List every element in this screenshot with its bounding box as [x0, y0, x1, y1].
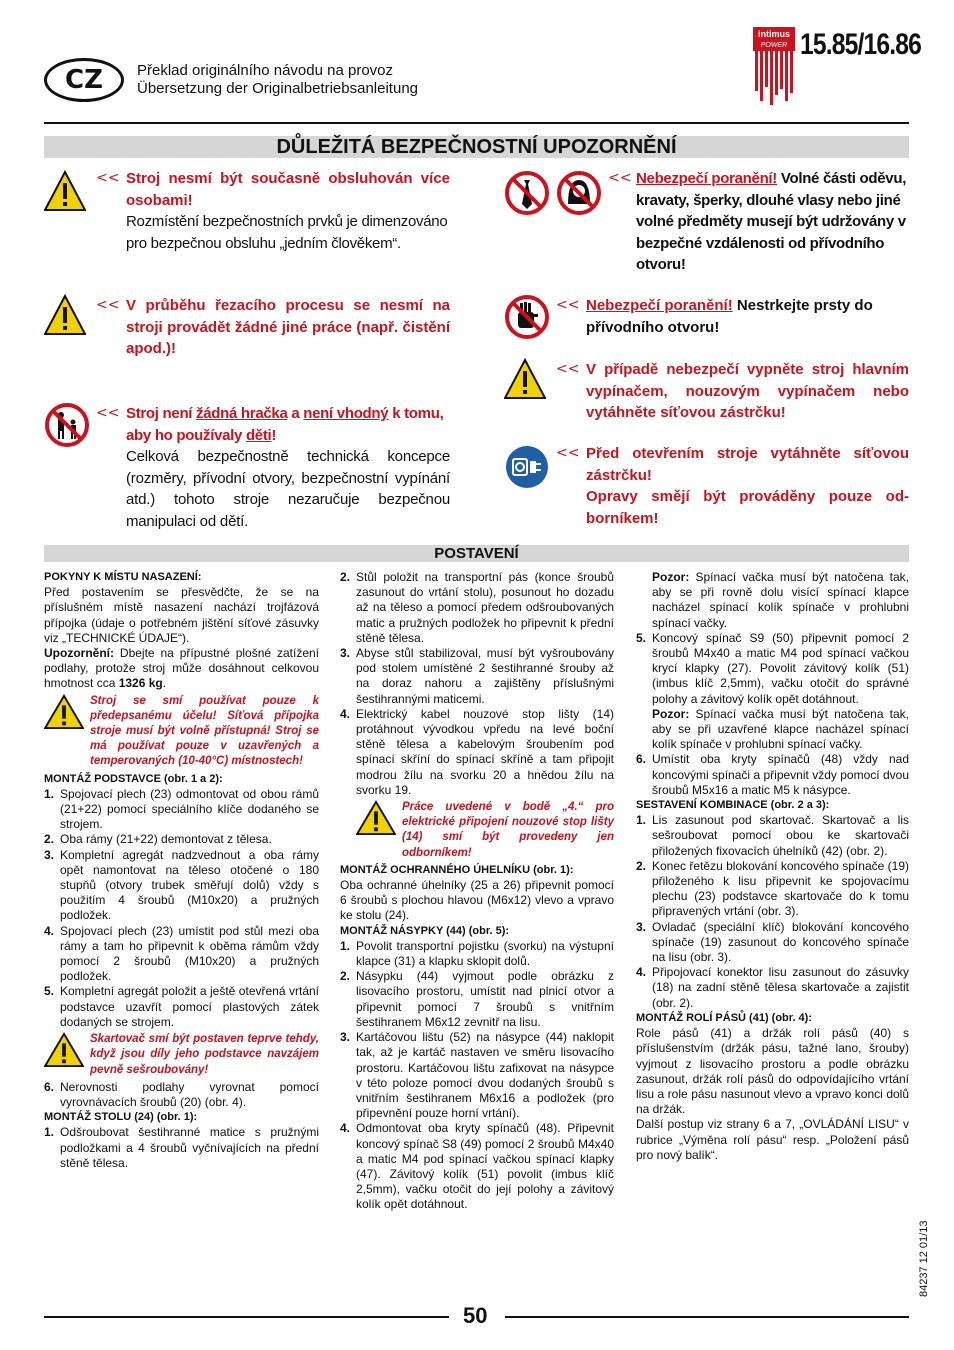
- inline-warning: [356, 800, 614, 861]
- item-number: 2.: [340, 570, 351, 584]
- warning-3-part: k tomu, aby ho používaly: [126, 405, 444, 444]
- list-item: [340, 939, 614, 969]
- paragraph: Další postup viz strany 6 a 7, „OVLÁDÁNÍ LISU“ v rubrice „Výměna rolí pásu“ resp. „Položení pásů pro nový balík“.: [636, 1117, 909, 1162]
- list-item: [340, 1030, 614, 1121]
- chevron-marker: <<: [96, 170, 120, 186]
- warning-r4-red: Před otevřením stroje vytáhněte síťovou zástrčku!: [586, 445, 909, 484]
- item-number: 6.: [44, 1079, 55, 1094]
- item-text: Elektrický kabel nouzové stop lišty (14) protáhnout vývodkou vpředu na levé boční stěně tělesa a kabelovým šroubením pod spínací skříní do spínací skříně a tam připojit modrou žílu na svorku 20 a hnědou žílu na svorku 19.: [356, 706, 614, 797]
- warning-3-part: žádná hračka: [196, 405, 288, 422]
- item-number: 4.: [636, 965, 647, 980]
- warning-1-text: Rozmístění bezpečnostních prvků je dimenzováno pro bezpečnou obsluhu „jedním člověkem“.: [126, 213, 448, 252]
- model-number: 15.85/16.86: [800, 28, 921, 61]
- warning-r2: [586, 295, 909, 338]
- paragraph: Před postavením se přesvědčte, že se na příslušném místě nasazení nachází trojfázová přípojka (údaje o potřebném jištění síťové zásuvky viz „TECHNICKÉ ÚDAJE“).: [44, 585, 319, 645]
- chevron-marker: <<: [96, 405, 120, 421]
- no-long-hair-icon: [556, 170, 602, 221]
- item-text: Kompletní agregát nadzvednout a oba rámy opět namontovat na těleso otočené o 180 stupňů (otvory trubek směřují dolů) vždy s použitím 4 šroubů (M10x20) a pružných podložek.: [60, 847, 319, 923]
- inline-warning-text: Práce uvedené v bodě „4.“ pro elektrické připojení nouzové stop lišty (14) smí být provedeny jen odborníkem!: [402, 801, 614, 859]
- warning-triangle-icon: [44, 694, 84, 730]
- warning-r1-black: Volné části oděvu, kravaty, šperky, dlouhé vlasy nebo jiné volné předměty musejí být udržovány v bezpečné vzdálenosti od přívodního otvoru!: [636, 170, 907, 273]
- warning-r2-red: Nebezpečí poranění!: [586, 297, 733, 314]
- no-fingers-icon: [504, 294, 550, 345]
- warning-r4: [586, 443, 909, 529]
- safety-title: DŮLEŽITÁ BEZPEČNOSTNÍ UPOZORNĚNÍ: [44, 136, 909, 158]
- list-item: [636, 920, 909, 966]
- warning-3-part: není vhodný: [303, 405, 389, 422]
- item-number: 3.: [340, 646, 351, 661]
- inline-warning-text: Skartovač smí být postaven teprve tehdy, když jsou díly jeho podstavce navzájem pevně sešroubovány!: [90, 1033, 319, 1076]
- chevron-marker: <<: [96, 297, 120, 313]
- warning-r1: [636, 168, 909, 276]
- document-subtitle: [137, 62, 418, 98]
- item-text: Povolit transportní pojistku (svorku) na výstupní klapce (31) a klapku sklopit dolů.: [356, 938, 614, 969]
- pozor-label: Pozor:: [652, 570, 690, 584]
- heading: MONTÁŽ NÁSYPKY (44) (obr. 5):: [340, 924, 510, 937]
- warning-triangle-icon: [356, 800, 396, 836]
- item-text: Lis zasunout pod skartovač. Skartovač a lis sešroubovat pomocí obou ke skartovači přiložených fixovacích úhelníků (42) (obr. 2).: [652, 813, 909, 858]
- item-text: Nerovnosti podlahy vyrovnat pomocí vyrovnávacích šroubů (20) (obr. 4).: [60, 1079, 319, 1109]
- pozor-label: Pozor:: [652, 706, 690, 721]
- list-item: [340, 969, 614, 1030]
- item-number: 4.: [340, 1121, 351, 1136]
- item-text: Spojovací plech (23) umístit pod stůl mezi oba rámy a tam ho připevnit k oběma rámům vždy pomocí 2 šroubů (M10x20) a pružných podložek.: [60, 923, 319, 984]
- warning-3-part: a: [287, 405, 304, 422]
- list-item: [44, 924, 319, 985]
- list-item: [636, 813, 909, 859]
- language-badge: CZ: [44, 58, 124, 102]
- heading: SESTAVENÍ KOMBINACE (obr. 2 a 3):: [636, 799, 830, 812]
- paragraph: Oba ochranné úhelníky (25 a 26) připevnit pomocí 6 šroubů s plochou hlavou (M6x12) vlevo a vpravo ke stolu (24).: [340, 878, 614, 923]
- column-2: [340, 570, 614, 1213]
- warning-r2-black: Nestrkejte prsty do přívodního otvoru!: [586, 297, 873, 336]
- warning-2-red: V průběhu řezacího procesu se nesmí na stroji provádět žádné jiné práce (např. čistění apod.)!: [126, 297, 450, 357]
- item-text: Stůl položit na transportní pás (konce šroubů zasunout do vrtání stolu), posunout ho dozadu až na těleso a pomocí předem odšroubovaných matic a pružných podložek ho připevnit k přední stěně tělesa.: [356, 570, 614, 645]
- warning-3: [126, 403, 450, 532]
- item-number: 2.: [636, 858, 647, 873]
- item-number: 1.: [636, 813, 647, 828]
- item-number: 2.: [44, 832, 55, 847]
- item-text: Oba rámy (21+22) demontovat z tělesa.: [60, 832, 272, 847]
- inline-warning-text: Stroj se smí používat pouze k předepsanému účelu! Síťová přípojka stroje musí být volně přístupná! Stroj se má používat pouze v uzavřených a temperovaných (10-40°C) místnostech!: [90, 694, 319, 768]
- list-item: [636, 752, 909, 798]
- list-item: [636, 631, 909, 707]
- item-number: 1.: [340, 938, 351, 953]
- item-number: 4.: [44, 923, 55, 938]
- item-number: 6.: [636, 752, 647, 767]
- heading: MONTÁŽ PODSTAVCE (obr. 1 a 2):: [44, 772, 223, 785]
- heading: MONTÁŽ ROLÍ PÁSŮ (41) (obr. 4):: [636, 1011, 812, 1024]
- note-end: .: [162, 676, 167, 691]
- warning-triangle-icon: [44, 1032, 84, 1068]
- item-number: 3.: [636, 919, 647, 934]
- item-text: Násypku (44) vyjmout podle obrázku z lisovacího prostoru, umístit nad plnicí otvor a připevnit pomocí 7 šroubů s vnitřním šestihranem M6x12 zevnitř na lisu.: [356, 969, 614, 1029]
- heading: POKYNY K MÍSTU NASAZENÍ:: [44, 571, 202, 583]
- item-text: Odšroubovat šestihranné matice s pružnými podložkami a 4 šroubů vyčnívajících na přední stěně tělesa.: [60, 1125, 319, 1170]
- item-text: Kompletní agregát položit a ještě otevřená vrtání podstavce uzavřít pomocí plastových zátek dodaných se strojem.: [60, 984, 319, 1029]
- pozor-text: Spínací vačka musí být natočena tak, aby se při rovně dolu visící spínací klapce nacházel spínací kolík spínače v prohlubni spínací vačky.: [652, 570, 909, 630]
- warning-1-red: Stroj nesmí být současně obsluhován více osobami!: [126, 170, 450, 209]
- weight-value: 1326 kg: [118, 676, 163, 691]
- paragraph: [44, 646, 319, 692]
- note-label: Upozornění:: [44, 646, 114, 661]
- no-tie-icon: [504, 170, 550, 221]
- warning-r2-text: [586, 295, 909, 338]
- item-text: Konec řetězu blokování koncového spínače (19) přiloženého k lisu připevnit ke spojovacímu plechu (23) podstavce skartovače do k tomu připravených vrtání (obr. 3).: [652, 858, 909, 919]
- item-text: Připojovací konektor lisu zasunout do zásuvky (18) na zadní stěně tělesa skartovače a zajistit (obr. 2).: [652, 965, 909, 1010]
- svg-text:POWER: POWER: [760, 42, 788, 49]
- item-number: 3.: [340, 1030, 351, 1045]
- item-text: Abyse stůl stabilizoval, musí být vyšroubovány pod stolem umístěné 2 šestihranné šrouby až na doraz nahoru a zajištěny příslušnými šestihrannými maticemi.: [356, 646, 614, 706]
- warning-r1-text: [636, 168, 909, 276]
- item-text: Kartáčovou lištu (52) na násypce (44) naklopit tak, až je kartáč nastaven ve směru lisovacího prostoru. Kartáčovou lištu zafixovat na násypce v této poloze pomocí dvou dodaných šroubů s vnitřním šestihranem M6x16 a podložek (pro připevnění pouze horní vrtání).: [356, 1030, 614, 1121]
- warning-3-text: Celková bezpečnostně technická koncepce (rozměry, přívodní otvory, bezpečnostní vypínání atd.) tohoto stroje nezaručuje bezpečnou manipulaci od dětí.: [126, 448, 450, 530]
- warning-triangle-icon: [44, 294, 86, 341]
- item-number: 2.: [340, 969, 351, 984]
- inline-warning: [44, 694, 319, 770]
- list-item: [44, 1080, 319, 1110]
- item-text: Ovladač (speciální klíč) blokování koncového spínače (19) zasunout do koncového spínače na lisu (obr. 3).: [652, 919, 909, 965]
- subtitle-cz: Překlad originálního návodu na provoz: [137, 62, 394, 79]
- list-item: [340, 1121, 614, 1212]
- subtitle-de: Übersetzung der Originalbetriebsanleitung: [137, 80, 419, 97]
- paragraph: [636, 707, 909, 753]
- warning-r4-red2: Opravy smějí být prováděny pouze od-borníkem!: [586, 488, 909, 527]
- header-divider: [44, 122, 909, 124]
- item-number: 1.: [44, 1125, 55, 1140]
- chevron-marker: <<: [556, 297, 580, 313]
- warning-3-part: děti: [245, 426, 272, 444]
- column-3: [636, 570, 909, 1163]
- item-text: Odmontovat oba kryty spínačů (48). Připevnit koncový spínač S8 (49) pomocí 2 šroubů M4x40 a matic M4 pod spínací vačkou spínací klapky (47). Závitový kolík (51) povolit (imbus klíč 2,5mm), vačku otočit do její polohy a závitový kolík opět dotáhnout.: [356, 1121, 614, 1212]
- column-1: [44, 570, 319, 1171]
- item-text: Spojovací plech (23) odmontovat od obou rámů (21+22) pomocí speciálního klíče dodaného se strojem.: [60, 786, 319, 832]
- list-item: [636, 965, 909, 1011]
- footer-divider-right: [505, 1316, 909, 1318]
- list-item: [44, 984, 319, 1030]
- list-item: [44, 848, 319, 924]
- warning-3-red: [126, 403, 450, 446]
- item-text: Koncový spínač S9 (50) připevnit pomocí 2 šroubů M4x40 a matic M4 pod spínací vačkou krycí klapky (27). Povolit závitový kolík (51) (imbus klíč 2,5mm), vačku otočit do správné polohy a závitový kolík opět dotáhnout.: [652, 630, 909, 706]
- warning-3-part: Stroj není: [126, 405, 197, 422]
- chevron-marker: <<: [556, 361, 580, 377]
- list-item: [636, 859, 909, 920]
- page-number: 50: [463, 1303, 488, 1328]
- warning-r3: [586, 359, 909, 424]
- warning-r1-red: Nebezpečí poranění!: [636, 170, 777, 187]
- svg-text:intimus: intimus: [757, 29, 791, 39]
- document-code: 84237 12 01/13: [918, 1220, 930, 1297]
- item-text: Umístit oba kryty spínačů (48) vždy nad koncovými spínači a připevnit vždy pomocí dvou šroubů M5x16 a matic M5 k násypce.: [652, 752, 909, 797]
- list-item: [340, 707, 614, 798]
- item-number: 1.: [44, 786, 55, 801]
- item-number: 5.: [636, 630, 647, 645]
- heading: MONTÁŽ OCHRANNÉHO ÚHELNÍKU (obr. 1):: [340, 863, 574, 876]
- warning-triangle-icon: [504, 358, 546, 405]
- unplug-icon: [504, 444, 550, 495]
- paragraph: Role pásů (41) a držák rolí pásů (40) s příslušenstvím (držák pásu, tažné lano, šrouby) vyjmout z lisovacího prostoru a podle obrázku zasunout, držák rolí pásů do odpovídajícího vrtání lisu a role pásu nasunout vlevo a vpravo konci dolů na držák.: [636, 1026, 909, 1117]
- list-item: [340, 646, 614, 707]
- warning-triangle-icon: [44, 170, 86, 217]
- warning-2: [126, 295, 450, 360]
- section-title: POSTAVENÍ: [44, 545, 909, 562]
- list-item: [340, 570, 614, 646]
- item-number: 4.: [340, 706, 351, 721]
- intimus-logo: [753, 27, 795, 107]
- chevron-marker: <<: [556, 445, 580, 461]
- paragraph: [636, 570, 909, 631]
- footer-divider-left: [44, 1316, 449, 1318]
- pozor-text: Spínací vačka musí být natočena tak, aby se při uzavřené klapce nacházel spínací kolík spínače v prohlubni spínací vačky.: [652, 706, 909, 752]
- item-number: 5.: [44, 984, 55, 999]
- list-item: [44, 1125, 319, 1171]
- warning-r3-red: V případě nebezpečí vypněte stroj hlavním vypínačem, nouzovým vypínačem nebo vytáhněte síťovou zástrčku!: [586, 361, 909, 421]
- warning-3-part: !: [271, 426, 277, 444]
- chevron-marker: <<: [608, 170, 632, 186]
- no-children-icon: [44, 402, 90, 453]
- inline-warning: [44, 1032, 319, 1078]
- list-item: [44, 832, 319, 847]
- heading: MONTÁŽ STOLU (24) (obr. 1):: [44, 1111, 198, 1124]
- list-item: [44, 787, 319, 833]
- warning-1: [126, 168, 450, 254]
- note-text: Dbejte na přípustné plošné zatížení podlahy, protože stroj může dosáhnout celkovou hmotnost cca: [44, 646, 319, 691]
- item-number: 3.: [44, 847, 55, 862]
